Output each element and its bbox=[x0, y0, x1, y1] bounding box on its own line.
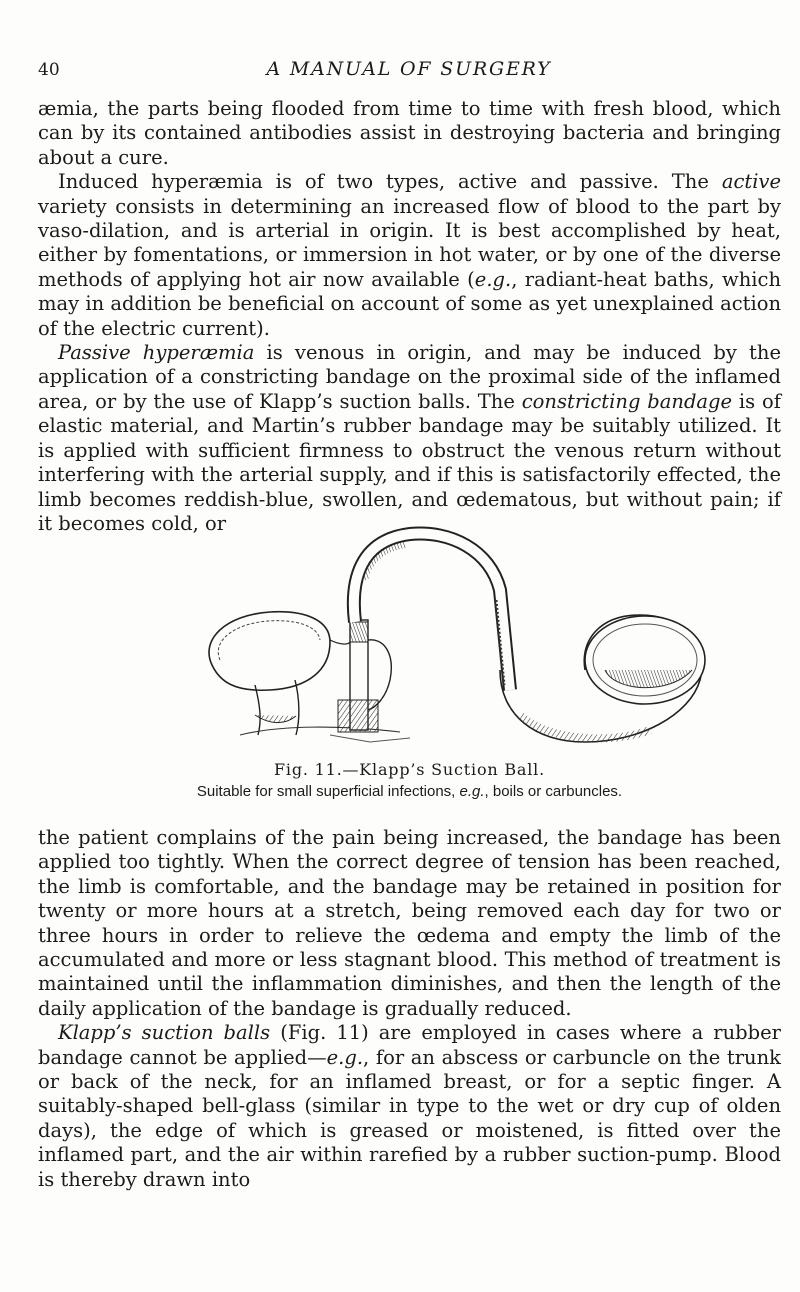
page-number: 40 bbox=[38, 60, 60, 80]
paragraph bbox=[38, 170, 781, 341]
text-run: (Fig. 11) are employed in cases where a rubber bandage cannot be applied— bbox=[38, 1021, 781, 1069]
suction-ball-illustration bbox=[200, 520, 720, 752]
italic-term: Klapp’s suction balls bbox=[58, 1021, 271, 1045]
body-text-bottom bbox=[38, 826, 781, 1192]
page-header bbox=[38, 56, 780, 86]
text-run: variety consists in determining an increased flow of blood to the part by vaso-dilation, and is arterial in origin. It is best accomplished by heat, either by fomentations, or immersion in hot water, or by one of the diverse methods of applying hot air now available ( bbox=[38, 194, 781, 291]
running-title: A MANUAL OF SURGERY bbox=[266, 58, 552, 80]
rubber-tube bbox=[354, 533, 510, 690]
italic-term: e.g. bbox=[474, 267, 512, 291]
italic-term: Passive hyperæmia bbox=[58, 341, 255, 365]
paragraph bbox=[38, 341, 781, 536]
figure-title: Fig. 11.—Klapp’s Suction Ball. bbox=[274, 760, 545, 779]
text-run: Induced hyperæmia is of two types, active and passive. The bbox=[58, 170, 722, 194]
paragraph bbox=[38, 1021, 781, 1192]
text-run: æmia, the parts being flooded from time to time with fresh blood, which can by its contained antibodies assist in destroying bacteria and bringing about a cure. bbox=[38, 97, 781, 169]
paragraph bbox=[38, 97, 781, 170]
text-run: , for an abscess or carbuncle on the trunk or back of the neck, for an inflamed breast, or for a septic finger. A suitably-shaped bell-glass (similar in type to the wet or dry cup of olden days), the edge of which is greased or moistened, is fitted over the inflamed part, and the air within rarefied by a rubber suction-pump. Blood is thereby drawn into bbox=[38, 1045, 781, 1191]
paragraph bbox=[38, 826, 781, 1021]
bell-glass bbox=[500, 615, 705, 742]
figure-klapps-suction-ball bbox=[200, 520, 720, 752]
caption-run: e.g. bbox=[459, 783, 485, 800]
rubber-bulb bbox=[209, 612, 410, 742]
italic-term: constricting bandage bbox=[521, 389, 733, 413]
text-run: the patient complains of the pain being increased, the bandage has been applied too tightly. When the correct degree of tension has been reached, the limb is comfortable, and the bandage may be retained in position for twenty or more hours at a stretch, being removed each day for two or three hours in order to relieve the œdema and empty the limb of the accumulated and more or less stagnant blood. This method of treatment is maintained until the inflammation diminishes, and then the length of the daily application of the bandage is gradually reduced. bbox=[38, 826, 781, 1020]
text-run: , radiant-heat baths, which may in addition be beneficial on account of some as yet unexplained action of the electric current). bbox=[38, 267, 782, 340]
figure-caption bbox=[38, 783, 781, 800]
caption-run: Suitable for small superficial infections, bbox=[196, 783, 460, 800]
text-run: is of elastic material, and Martin’s rubber bandage may be suitably utilized. It is applied with sufficient firmness to obstruct the venous return without interfering with the arterial supply, and if this is satisfactorily effected, the limb becomes reddish-blue, swollen, and œdematous, but without pain; if it becomes cold, or bbox=[38, 389, 781, 535]
valve-connector bbox=[330, 620, 391, 732]
text-run: is venous in origin, and may be induced by the application of a constricting bandage on the proximal side of the inflamed area, or by the use of Klapp’s suction balls. The bbox=[38, 341, 781, 413]
italic-term: active bbox=[721, 170, 781, 194]
caption-run: , boils or carbuncles. bbox=[484, 783, 623, 800]
italic-term: e.g. bbox=[326, 1045, 364, 1069]
body-text-top bbox=[38, 97, 781, 536]
